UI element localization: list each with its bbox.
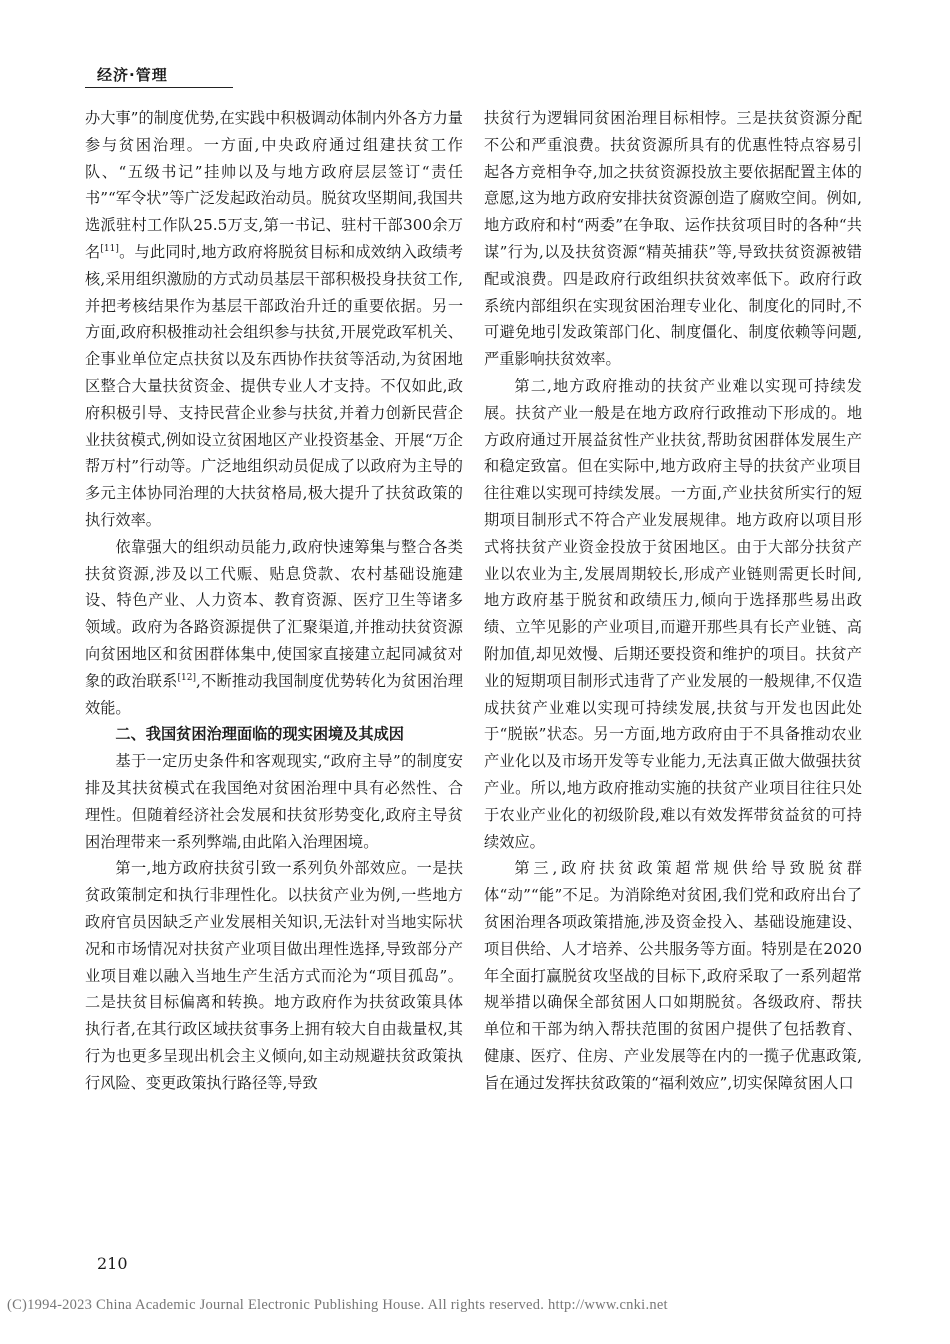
paragraph-text: 。与此同时,地方政府将脱贫目标和成效纳入政绩考核,采用组织激励的方式动员基层干部积极投身扶贫工作,并把考核结果作为基层干部政治升迁的重要依据。另一方面,政府积极推动社会组织参与扶贫,开展党政军机关、企事业单位定点扶贫以及东西协作扶贫等活动,为贫困地区整合大量扶贫资金、提供专业人才支持。不仅如此,政府积极引导、支持民营企业参与扶贫,并着力创新民营企业扶贫模式,例如设立贫困地区产业投资基金、开展“万企帮万村”行动等。广泛地组织动员促成了以政府为主导的多元主体协同治理的大扶贫格局,极大提升了扶贫政策的执行效率。 [85,242,464,529]
page-number: 210 [97,1254,128,1273]
running-header [85,64,233,88]
citation-12[interactable]: [12] [177,672,197,683]
paragraph: 第一,地方政府扶贫引致一系列负外部效应。一是扶贫政策制定和执行非理性化。以扶贫产业为例,一些地方政府官员因缺乏产业发展相关知识,无法针对当地实际状况和市场情况对扶贫产业项目做出理性选择,导致部分产业项目难以融入当地生产生活方式而沦为“项目孤岛”。二是扶贫目标偏离和转换。地方政府作为扶贫政策具体执行者,在其行政区域扶贫事务上拥有较大自由裁量权,其行为也更多呈现出机会主义倾向,如主动规避扶贫政策执行风险、变更政策执行路径等,导致 [85,859,463,1092]
paragraph: 第二,地方政府推动的扶贫产业难以实现可持续发展。扶贫产业一般是在地方政府行政推动下形成的。地方政府通过开展益贫性产业扶贫,帮助贫困群体发展生产和稳定致富。但在实际中,地方政府主导的扶贫产业项目往往难以实现可持续发展。一方面,产业扶贫所实行的短期项目制形式不符合产业发展规律。地方政府以项目形式将扶贫产业资金投放于贫困地区。由于大部分扶贫产业以农业为主,发展周期较长,形成产业链则需更长时间,地方政府基于脱贫和政绩压力,倾向于选择那些易出政绩、立竿见影的产业项目,而避开那些具有长产业链、高附加值,却见效慢、后期还要投资和维护的项目。扶贫产业的短期项目制形式违背了产业发展的一般规律,不仅造成扶贫产业难以实现可持续发展,扶贫与开发也因此处于“脱嵌”状态。另一方面,地方政府由于不具备推动农业产业化以及市场开发等专业能力,无法真正做大做强扶贫产业。所以,地方政府推动实施的扶贫产业项目往往只处于农业产业化的初级阶段,难以有效发挥带贫益贫的可持续效应。 [484,376,862,851]
citation-11[interactable]: [11] [100,243,119,254]
left-column [85,105,463,1096]
paragraph-text: 依靠强大的组织动员能力,政府快速筹集与整合各类扶贫资源,涉及以工代赈、贴息贷款、农村基础设施建设、特色产业、人力资本、教育资源、医疗卫生等诸多领域。政府为各路资源提供了汇聚渠道,并推动扶贫资源向贫困地区和贫困群体集中,使国家直接建立起同减贫对象的政治联系 [85,537,463,690]
section-title: 经济·管理 [97,66,168,84]
paragraph: 第三,政府扶贫政策超常规供给导致脱贫群体“动”“能”不足。为消除绝对贫困,我们党和政府出台了贫困治理各项政策措施,涉及资金投入、基础设施建设、项目供给、人才培养、公共服务等方面。特别是在2020年全面打赢脱贫攻坚战的目标下,政府采取了一系列超常规举措以确保全部贫困人口如期脱贫。各级政府、帮扶单位和干部为纳入帮扶范围的贫困户提供了包括教育、健康、医疗、住房、产业发展等在内的一揽子优惠政策,旨在通过发挥扶贫政策的“福利效应”,切实保障贫困人口 [484,859,862,1092]
paragraph [85,105,463,534]
paragraph-text: ,不断推动我国制度优势转化为贫困治理效能。 [85,671,464,717]
section-heading: 二、我国贫困治理面临的现实困境及其成因 [115,725,404,744]
paragraph: 基于一定历史条件和客观现实,“政府主导”的制度安排及其扶贫模式在我国绝对贫困治理中具有必然性、合理性。但随着经济社会发展和扶贫形势变化,政府主导贫困治理带来一系列弊端,由此陷入治理困境。 [85,752,463,851]
copyright-notice: (C)1994-2023 China Academic Journal Electronic Publishing House. All rights reserved. http://www.cnki.net [7,1297,668,1313]
right-column [484,105,862,1096]
paragraph: 扶贫行为逻辑同贫困治理目标相悖。三是扶贫资源分配不公和严重浪费。扶贫资源所具有的优惠性特点容易引起各方竞相争夺,加之扶贫资源投放主要依据配置主体的意愿,这为地方政府安排扶贫资源创造了腐败空间。例如,地方政府和村“两委”在争取、运作扶贫项目时的各种“共谋”行为,以及扶贫资源“精英捕获”等,导致扶贫资源被错配或浪费。四是政府行政组织扶贫效率低下。政府行政系统内部组织在实现贫困治理专业化、制度化的同时,不可避免地引发政策部门化、制度僵化、制度依赖等问题,严重影响扶贫效率。 [484,109,862,369]
paragraph [85,534,463,722]
paragraph-text: 办大事”的制度优势,在实践中积极调动体制内外各方力量参与贫困治理。一方面,中央政府通过组建扶贫工作队、“五级书记”挂帅以及与地方政府层层签订“责任书”“军令状”等广泛发起政治动员。脱贫攻坚期间,我国共选派驻村工作队25.5万支,第一书记、驻村干部300余万名 [85,109,463,261]
